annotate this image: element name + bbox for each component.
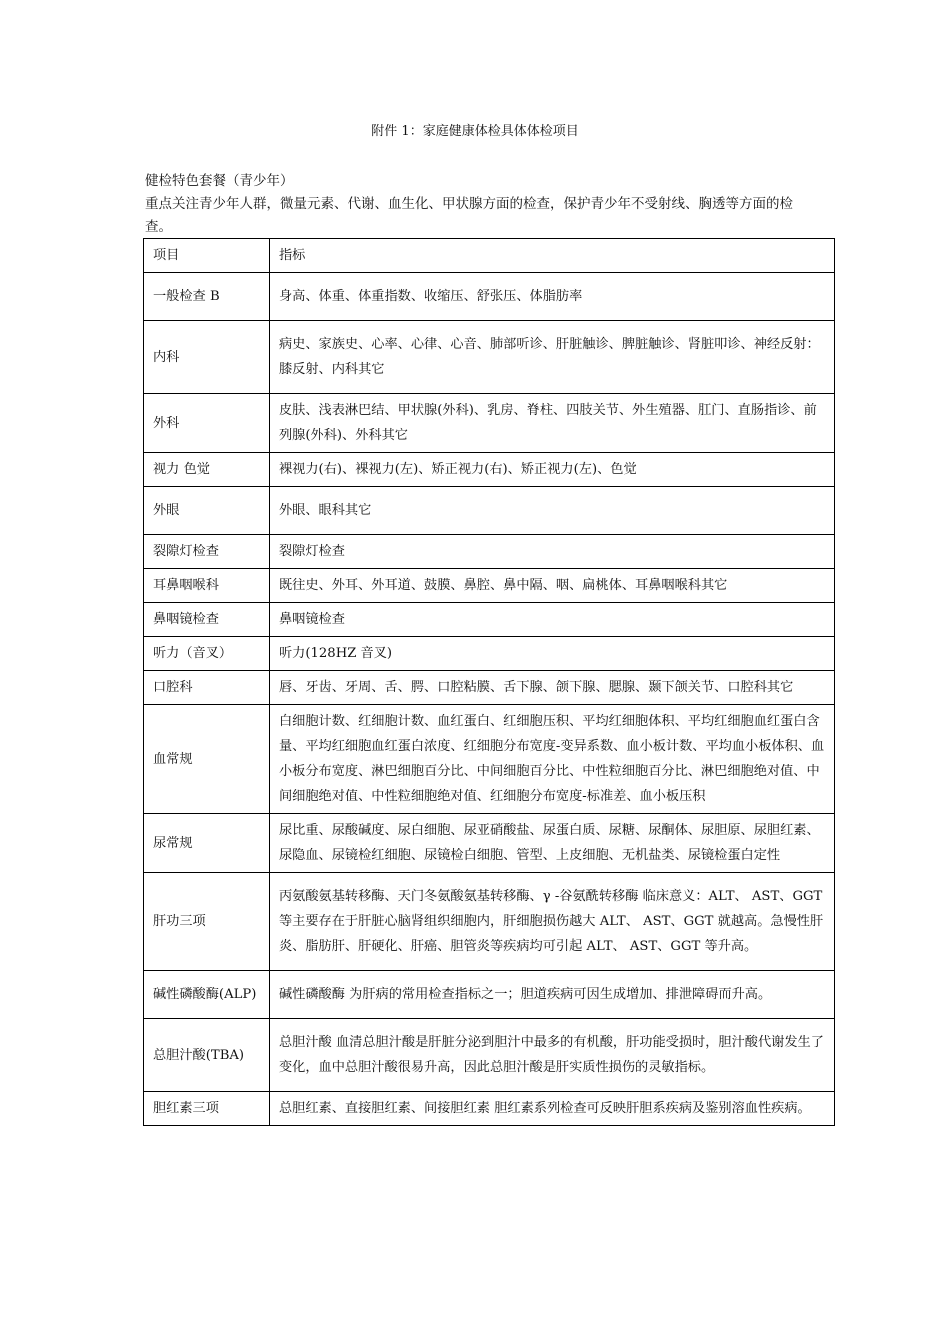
item-cell: 听力（音叉） <box>144 637 270 671</box>
header-indicator: 指标 <box>270 239 835 273</box>
item-cell: 鼻咽镜检查 <box>144 603 270 637</box>
item-cell: 尿常规 <box>144 814 270 873</box>
item-cell: 一般检查 B <box>144 273 270 321</box>
item-cell: 口腔科 <box>144 671 270 705</box>
table-row <box>144 1019 835 1092</box>
table-row <box>144 603 835 637</box>
indicator-cell: 既往史、外耳、外耳道、鼓膜、鼻腔、鼻中隔、咽、扁桃体、耳鼻咽喉科其它 <box>270 569 835 603</box>
indicator-cell: 白细胞计数、红细胞计数、血红蛋白、红细胞压积、平均红细胞体积、平均红细胞血红蛋白含量、平均红细胞血红蛋白浓度、红细胞分布宽度-变异系数、血小板计数、平均血小板体积、血小板分布宽度、淋巴细胞百分比、中间细胞百分比、中性粒细胞百分比、淋巴细胞绝对值、中间细胞绝对值、中性粒细胞绝对值、红细胞分布宽度-标准差、血小板压积 <box>270 705 835 814</box>
table-row <box>144 814 835 873</box>
table-row <box>144 321 835 394</box>
table-row <box>144 671 835 705</box>
item-cell: 裂隙灯检查 <box>144 535 270 569</box>
table-row <box>144 273 835 321</box>
item-cell: 耳鼻咽喉科 <box>144 569 270 603</box>
table-row <box>144 569 835 603</box>
indicator-cell: 鼻咽镜检查 <box>270 603 835 637</box>
table-row <box>144 971 835 1019</box>
item-cell: 外科 <box>144 394 270 453</box>
indicator-cell: 尿比重、尿酸碱度、尿白细胞、尿亚硝酸盐、尿蛋白质、尿糖、尿酮体、尿胆原、尿胆红素、尿隐血、尿镜检红细胞、尿镜检白细胞、管型、上皮细胞、无机盐类、尿镜检蛋白定性 <box>270 814 835 873</box>
table-row <box>144 873 835 971</box>
item-cell: 内科 <box>144 321 270 394</box>
table-row <box>144 637 835 671</box>
table-row <box>144 453 835 487</box>
item-cell: 胆红素三项 <box>144 1092 270 1126</box>
item-cell: 血常规 <box>144 705 270 814</box>
item-cell: 视力 色觉 <box>144 453 270 487</box>
indicator-cell: 裸视力(右)、裸视力(左)、矫正视力(右)、矫正视力(左)、色觉 <box>270 453 835 487</box>
header-item: 项目 <box>144 239 270 273</box>
indicator-cell: 唇、牙齿、牙周、舌、腭、口腔粘膜、舌下腺、颌下腺、腮腺、颞下颌关节、口腔科其它 <box>270 671 835 705</box>
package-description: 重点关注青少年人群，微量元素、代谢、血生化、甲状腺方面的检查，保护青少年不受射线、胸透等方面的检查。 <box>145 196 793 235</box>
table-header-row <box>144 239 835 273</box>
document-title: 附件 1：家庭健康体检具体体检项目 <box>371 124 579 139</box>
indicator-cell: 裂隙灯检查 <box>270 535 835 569</box>
indicator-cell: 身高、体重、体重指数、收缩压、舒张压、体脂肪率 <box>270 273 835 321</box>
item-cell: 外眼 <box>144 487 270 535</box>
table-row <box>144 487 835 535</box>
table-row <box>144 535 835 569</box>
item-cell: 碱性磷酸酶(ALP) <box>144 971 270 1019</box>
table-row <box>144 1092 835 1126</box>
indicator-cell: 听力(128HZ 音叉) <box>270 637 835 671</box>
indicator-cell: 总胆红素、直接胆红素、间接胆红素 胆红素系列检查可反映肝胆系疾病及鉴别溶血性疾病。 <box>270 1092 835 1126</box>
item-cell: 肝功三项 <box>144 873 270 971</box>
indicator-cell: 病史、家族史、心率、心律、心音、肺部听诊、肝脏触诊、脾脏触诊、肾脏叩诊、神经反射：膝反射、内科其它 <box>270 321 835 394</box>
table-row <box>144 705 835 814</box>
indicator-cell: 碱性磷酸酶 为肝病的常用检查指标之一；胆道疾病可因生成增加、排泄障碍而升高。 <box>270 971 835 1019</box>
indicator-cell: 外眼、眼科其它 <box>270 487 835 535</box>
package-name: 健检特色套餐（青少年） <box>145 173 294 189</box>
checkup-items-table <box>143 238 835 1126</box>
indicator-cell: 丙氨酸氨基转移酶、天门冬氨酸氨基转移酶、γ -谷氨酰转移酶 临床意义：ALT、 AST、GGT 等主要存在于肝脏心脑肾组织细胞内，肝细胞损伤越大 ALT、 AST、GGT 就越高。急慢性肝炎、脂肪肝、肝硬化、肝癌、胆管炎等疾病均可引起 ALT、 AST、GGT 等升高。 <box>270 873 835 971</box>
item-cell: 总胆汁酸(TBA) <box>144 1019 270 1092</box>
indicator-cell: 总胆汁酸 血清总胆汁酸是肝脏分泌到胆汁中最多的有机酸，肝功能受损时，胆汁酸代谢发生了变化，血中总胆汁酸很易升高，因此总胆汁酸是肝实质性损伤的灵敏指标。 <box>270 1019 835 1092</box>
table-row <box>144 394 835 453</box>
indicator-cell: 皮肤、浅表淋巴结、甲状腺(外科)、乳房、脊柱、四肢关节、外生殖器、肛门、直肠指诊、前列腺(外科)、外科其它 <box>270 394 835 453</box>
